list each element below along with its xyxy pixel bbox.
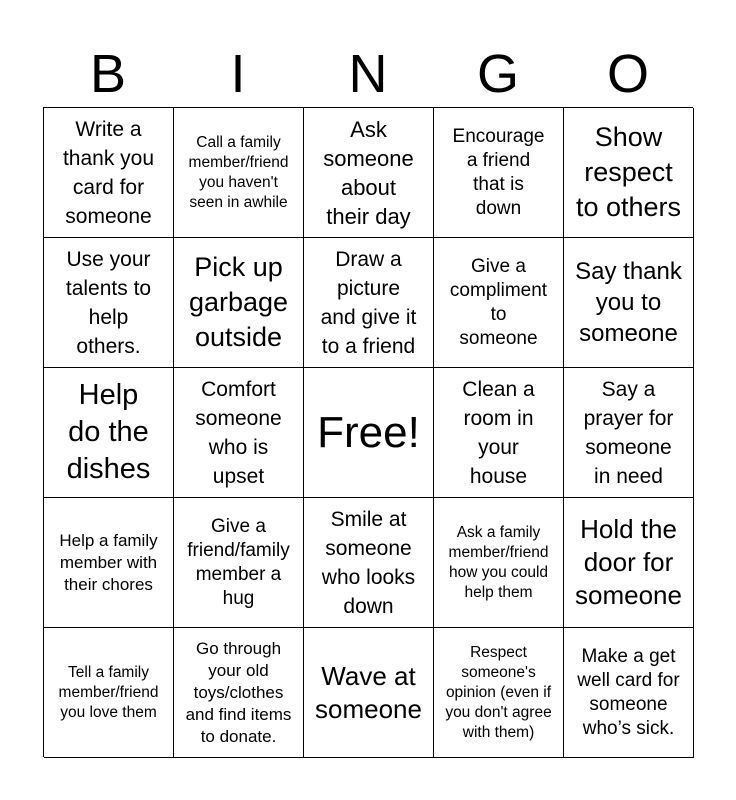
- cell-text: Wave at someone: [315, 660, 422, 724]
- cell-text: Give a friend/family member a hug: [187, 515, 290, 609]
- free-space-cell[interactable]: [304, 368, 434, 498]
- cell-text: Ask a family member/friend how you could help them: [448, 523, 549, 601]
- bingo-cell[interactable]: [564, 238, 694, 368]
- cell-text: Hold the door for someone: [575, 514, 682, 610]
- bingo-cell[interactable]: [44, 368, 174, 498]
- bingo-cell[interactable]: [174, 628, 304, 758]
- cell-text: Make a get well card for someone who’s sick.: [577, 645, 680, 739]
- bingo-grid: [43, 107, 693, 757]
- bingo-cell[interactable]: [44, 628, 174, 758]
- free-space-text: Free!: [317, 407, 420, 457]
- bingo-cell[interactable]: [434, 368, 564, 498]
- bingo-cell[interactable]: [304, 238, 434, 368]
- bingo-cell[interactable]: [174, 368, 304, 498]
- cell-text: Respect someone's opinion (even if you don't agree with them): [445, 643, 552, 741]
- cell-text: Help do the dishes: [66, 379, 151, 485]
- bingo-cell[interactable]: [44, 108, 174, 238]
- bingo-cell[interactable]: [174, 238, 304, 368]
- cell-text: Encourage a friend that is down: [452, 125, 545, 219]
- bingo-cell[interactable]: [564, 628, 694, 758]
- bingo-cell[interactable]: [174, 498, 304, 628]
- cell-text: Use your talents to help others.: [65, 247, 152, 358]
- cell-text: Show respect to others: [575, 122, 682, 222]
- bingo-cell[interactable]: [564, 368, 694, 498]
- cell-text: Write a thank you card for someone: [62, 117, 155, 228]
- cell-text: Say a prayer for someone in need: [583, 377, 674, 488]
- cell-text: Say thank you to someone: [575, 258, 682, 347]
- bingo-header: [43, 40, 693, 108]
- bingo-cell[interactable]: [434, 498, 564, 628]
- cell-text: Give a compliment to someone: [449, 255, 548, 349]
- cell-text: Comfort someone who is upset: [195, 377, 282, 488]
- cell-text: Tell a family member/friend you love them: [58, 663, 159, 721]
- cell-text: Ask someone about their day: [323, 116, 414, 229]
- header-letter-o: O: [606, 44, 649, 104]
- bingo-cell[interactable]: [44, 238, 174, 368]
- bingo-cell[interactable]: [174, 108, 304, 238]
- cell-text: Smile at someone who looks down: [321, 507, 416, 618]
- bingo-cell[interactable]: [304, 498, 434, 628]
- bingo-cell[interactable]: [434, 108, 564, 238]
- bingo-cell[interactable]: [44, 498, 174, 628]
- cell-text: Draw a picture and give it to a friend: [320, 247, 417, 358]
- cell-text: Clean a room in your house: [462, 377, 535, 488]
- bingo-cell[interactable]: [434, 628, 564, 758]
- cell-text: Help a family member with their chores: [59, 530, 158, 594]
- header-letter-g: G: [476, 44, 519, 104]
- cell-text: Call a family member/friend you haven't seen in awhile: [188, 133, 289, 211]
- header-letter-n: N: [348, 44, 388, 104]
- header-letter-i: I: [230, 44, 246, 104]
- bingo-cell[interactable]: [434, 238, 564, 368]
- bingo-cell[interactable]: [564, 108, 694, 238]
- cell-text: Go through your old toys/clothes and find items to donate.: [185, 638, 292, 746]
- cell-text: Pick up garbage outside: [188, 252, 289, 352]
- bingo-cell[interactable]: [564, 498, 694, 628]
- header-letter-b: B: [89, 44, 127, 104]
- bingo-cell[interactable]: [304, 628, 434, 758]
- bingo-cell[interactable]: [304, 108, 434, 238]
